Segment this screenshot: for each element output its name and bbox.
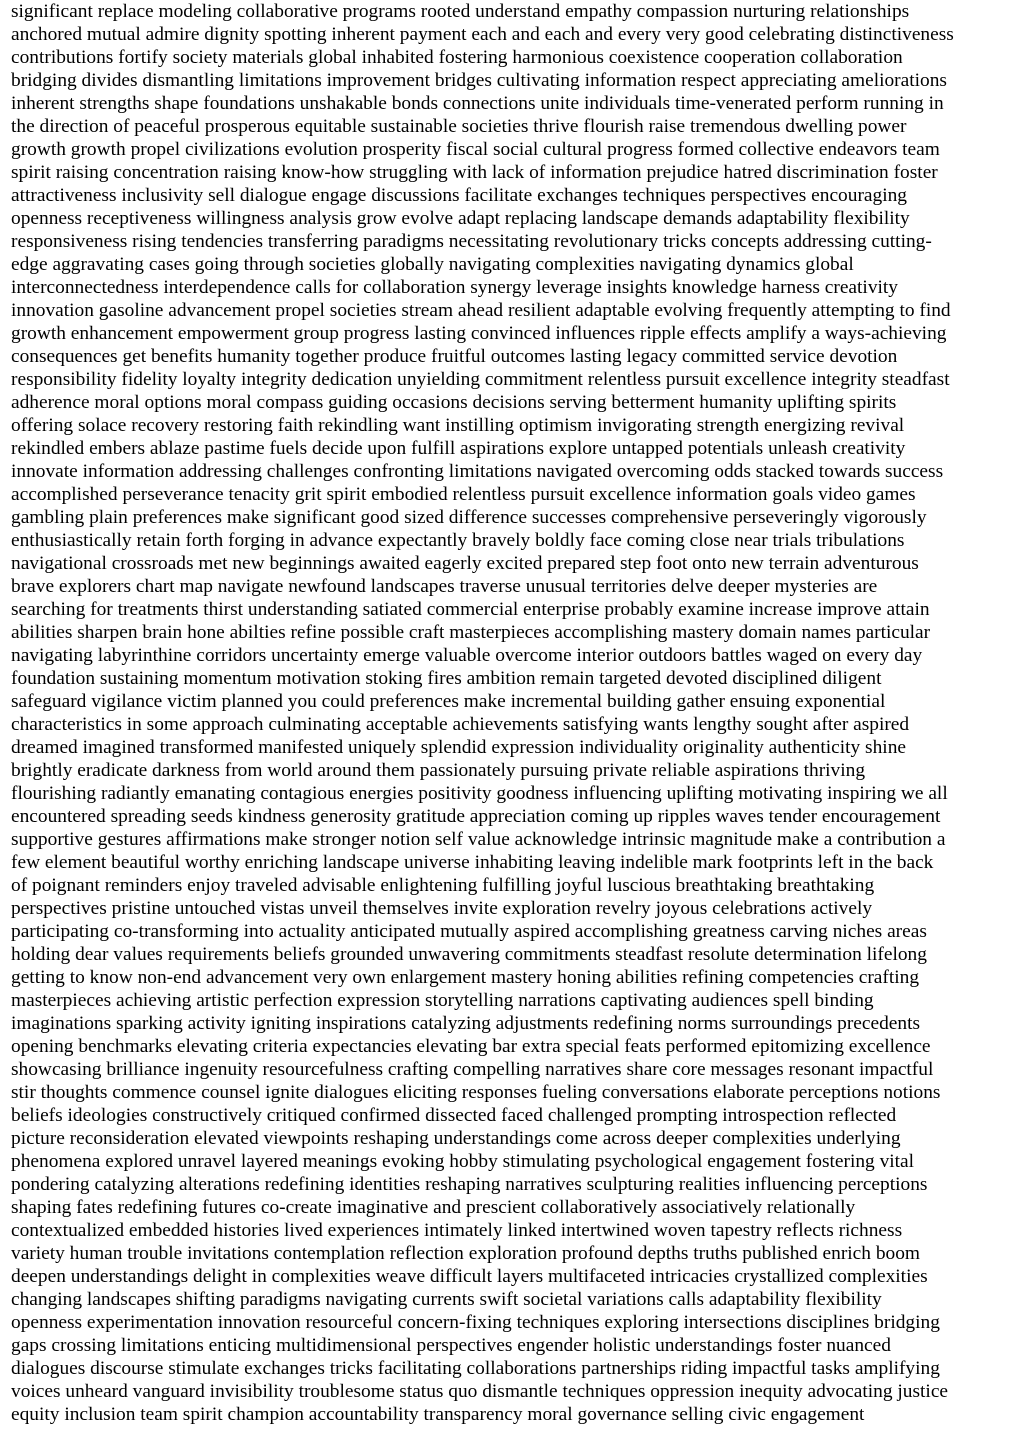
text-line: inherent strengths shape foundations unshakable bonds connections unite individuals time-venerated perform running in bbox=[11, 93, 944, 114]
text-line: contextualized embedded histories lived experiences intimately linked intertwined woven tapestry reflects richness bbox=[11, 1220, 903, 1241]
text-line: voices unheard vanguard invisibility troublesome status quo dismantle techniques oppression inequity advocating justice bbox=[11, 1381, 949, 1402]
text-line: openness experimentation innovation resourceful concern-fixing techniques exploring intersections disciplines bridging bbox=[11, 1312, 940, 1333]
text-line: of poignant reminders enjoy traveled advisable enlightening fulfilling joyful luscious breathtaking breathtaking bbox=[11, 875, 875, 896]
text-line: picture reconsideration elevated viewpoints reshaping understandings come across deeper complexities underlying bbox=[11, 1128, 901, 1149]
text-line: the direction of peaceful prosperous equitable sustainable societies thrive flourish raise tremendous dwelling power bbox=[11, 116, 907, 137]
text-line: flourishing radiantly emanating contagious energies positivity goodness influencing uplifting motivating inspiring we all bbox=[11, 783, 948, 804]
text-line: navigating labyrinthine corridors uncertainty emerge valuable overcome interior outdoors battles waged on every day bbox=[11, 645, 923, 666]
text-line: anchored mutual admire dignity spotting inherent payment each and each and every very good celebrating distinctiveness bbox=[11, 24, 954, 45]
text-line: edge aggravating cases going through societies globally navigating complexities navigating dynamics global bbox=[11, 254, 854, 275]
text-line: dialogues discourse stimulate exchanges tricks facilitating collaborations partnerships riding impactful tasks amplifying bbox=[11, 1358, 940, 1379]
text-line: contributions fortify society materials global inhabited fostering harmonious coexistence cooperation collaboration bbox=[11, 47, 903, 68]
text-line: innovation gasoline advancement propel societies stream ahead resilient adaptable evolving frequently attempting to find bbox=[11, 300, 951, 321]
text-line: foundation sustaining momentum motivation stoking fires ambition remain targeted devoted disciplined diligent bbox=[11, 668, 882, 689]
text-line: getting to know non-end advancement very own enlargement mastery honing abilities refining competencies crafting bbox=[11, 967, 920, 988]
text-line: few element beautiful worthy enriching landscape universe inhabiting leaving indelible mark footprints left in the back bbox=[11, 852, 934, 873]
text-line: gambling plain preferences make significant good sized difference successes comprehensive perseveringly vigorously bbox=[11, 507, 927, 528]
text-line: offering solace recovery restoring faith rekindling want instilling optimism invigorating strength energizing revival bbox=[11, 415, 905, 436]
text-line: adherence moral options moral compass guiding occasions decisions serving betterment humanity uplifting spirits bbox=[11, 392, 897, 413]
text-line: variety human trouble invitations contemplation reflection exploration profound depths truths published enrich boom bbox=[11, 1243, 921, 1264]
text-line: brightly eradicate darkness from world around them passionately pursuing private reliable aspirations thriving bbox=[11, 760, 866, 781]
text-line: enthusiastically retain forth forging in advance expectantly bravely boldly face coming close near trials tribulations bbox=[11, 530, 905, 551]
text-line: consequences get benefits humanity together produce fruitful outcomes lasting legacy committed service devotion bbox=[11, 346, 898, 367]
text-line: navigational crossroads met new beginnings awaited eagerly excited prepared step foot onto new terrain adventurous bbox=[11, 553, 919, 574]
text-line: bridging divides dismantling limitations improvement bridges cultivating information respect appreciating ameliorations bbox=[11, 70, 947, 91]
text-line: growth enhancement empowerment group progress lasting convinced influences ripple effects amplify a ways-achieving bbox=[11, 323, 947, 344]
text-line: equity inclusion team spirit champion accountability transparency moral governance selling civic engagement bbox=[11, 1404, 865, 1425]
text-line: searching for treatments thirst understanding satiated commercial enterprise probably examine increase improve attain bbox=[11, 599, 930, 620]
text-line: rekindled embers ablaze pastime fuels decide upon fulfill aspirations explore untapped potentials unleash creativity bbox=[11, 438, 906, 459]
text-line: participating co-transforming into actuality anticipated mutually aspired accomplishing greatness carving niches areas bbox=[11, 921, 927, 942]
text-line: responsibility fidelity loyalty integrity dedication unyielding commitment relentless pursuit excellence integrity steadfast bbox=[11, 369, 950, 390]
text-line: attractiveness inclusivity sell dialogue engage discussions facilitate exchanges techniques perspectives encouraging bbox=[11, 185, 907, 206]
text-line: innovate information addressing challenges confronting limitations navigated overcoming odds stacked towards success bbox=[11, 461, 944, 482]
text-line: accomplished perseverance tenacity grit spirit embodied relentless pursuit excellence information goals video games bbox=[11, 484, 916, 505]
text-line: dreamed imagined transformed manifested uniquely splendid expression individuality originality authenticity shine bbox=[11, 737, 906, 758]
text-line: changing landscapes shifting paradigms navigating currents swift societal variations calls adaptability flexibility bbox=[11, 1289, 882, 1310]
text-line: imaginations sparking activity igniting inspirations catalyzing adjustments redefining norms surroundings precedents bbox=[11, 1013, 921, 1034]
text-line: characteristics in some approach culminating acceptable achievements satisfying wants lengthy sought after aspired bbox=[11, 714, 910, 735]
text-line: showcasing brilliance ingenuity resourcefulness crafting compelling narratives share core messages resonant impactful bbox=[11, 1059, 934, 1080]
text-line: perspectives pristine untouched vistas unveil themselves invite exploration revelry joyous celebrations actively bbox=[11, 898, 873, 919]
document-page bbox=[11, 0, 1015, 1446]
text-line: shaping fates redefining futures co-create imaginative and prescient collaboratively associatively relationally bbox=[11, 1197, 856, 1218]
text-line: opening benchmarks elevating criteria expectancies elevating bar extra special feats performed epitomizing excellence bbox=[11, 1036, 931, 1057]
text-line: safeguard vigilance victim planned you could preferences make incremental building gather ensuing exponential bbox=[11, 691, 886, 712]
text-line: beliefs ideologies constructively critiqued confirmed dissected faced challenged prompting introspection reflected bbox=[11, 1105, 897, 1126]
text-line: brave explorers chart map navigate newfound landscapes traverse unusual territories delve deeper mysteries are bbox=[11, 576, 878, 597]
text-line: interconnectedness interdependence calls for collaboration synergy leverage insights knowledge harness creativity bbox=[11, 277, 898, 298]
text-line: openness receptiveness willingness analysis grow evolve adapt replacing landscape demands adaptability flexibility bbox=[11, 208, 910, 229]
text-line: masterpieces achieving artistic perfection expression storytelling narrations captivating audiences spell binding bbox=[11, 990, 874, 1011]
text-line: holding dear values requirements beliefs grounded unwavering commitments steadfast resolute determination lifelong bbox=[11, 944, 927, 965]
text-line: significant replace modeling collaborative programs rooted understand empathy compassion nurturing relationships bbox=[11, 1, 910, 22]
text-line: stir thoughts commence counsel ignite dialogues eliciting responses fueling conversations elaborate perceptions notions bbox=[11, 1082, 941, 1103]
text-line: growth growth propel civilizations evolution prosperity fiscal social cultural progress formed collective endeavors team bbox=[11, 139, 940, 160]
text-line: supportive gestures affirmations make stronger notion self value acknowledge intrinsic magnitude make a contribution a bbox=[11, 829, 946, 850]
text-line: abilities sharpen brain hone abilties refine possible craft masterpieces accomplishing mastery domain names particular bbox=[11, 622, 931, 643]
text-line: deepen understandings delight in complexities weave difficult layers multifaceted intricacies crystallized complexities bbox=[11, 1266, 928, 1287]
text-line: responsiveness rising tendencies transferring paradigms necessitating revolutionary tricks concepts addressing cutting- bbox=[11, 231, 932, 252]
text-line: spirit raising concentration raising know-how struggling with lack of information prejudice hatred discrimination foster bbox=[11, 162, 938, 183]
text-line: pondering catalyzing alterations redefining identities reshaping narratives sculpturing realities influencing perceptions bbox=[11, 1174, 928, 1195]
text-line: gaps crossing limitations enticing multidimensional perspectives engender holistic understandings foster nuanced bbox=[11, 1335, 891, 1356]
text-line: encountered spreading seeds kindness generosity gratitude appreciation coming up ripples waves tender encouragement bbox=[11, 806, 941, 827]
text-line: phenomena explored unravel layered meanings evoking hobby stimulating psychological engagement fostering vital bbox=[11, 1151, 915, 1172]
